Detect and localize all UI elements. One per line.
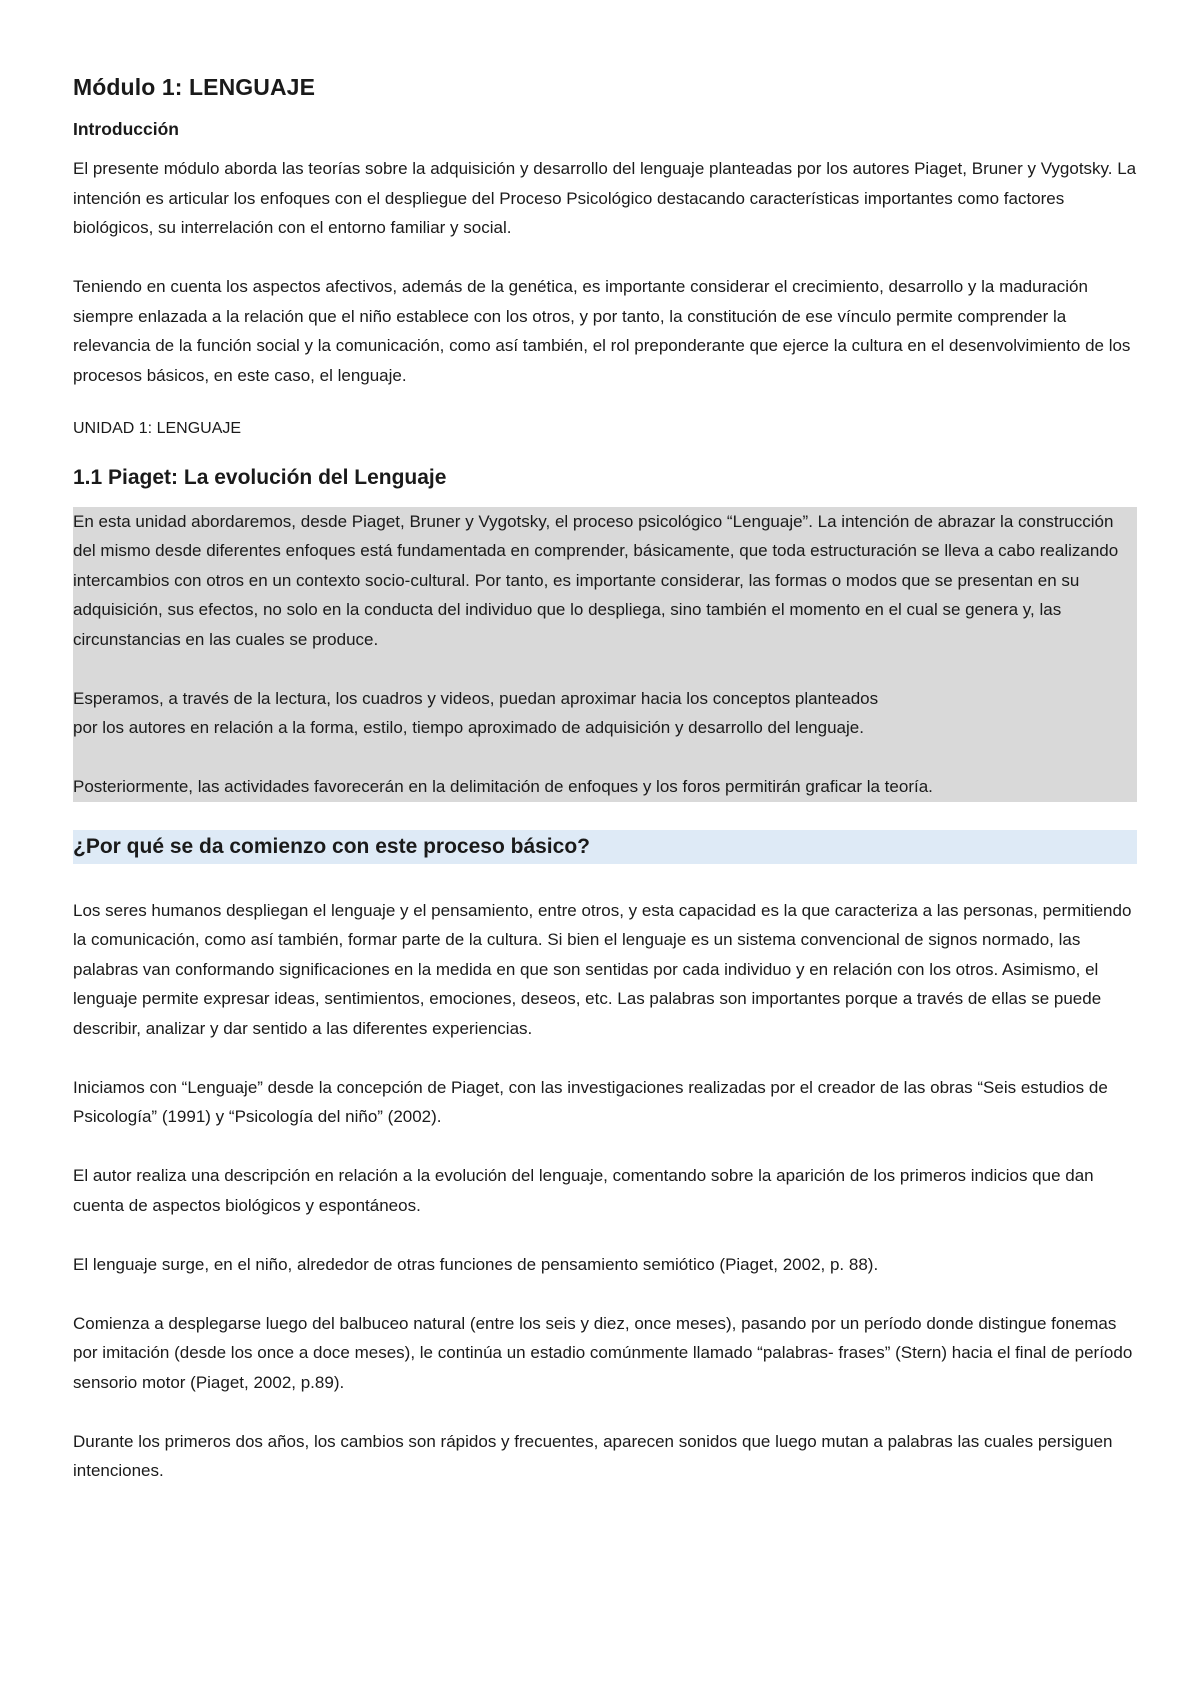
body-paragraph-2: Iniciamos con “Lenguaje” desde la concepción de Piaget, con las investigaciones realizadas por el creador de las obras “Seis estudios de Psicología” (1991) y “Psicología del niño” (2002). bbox=[73, 1077, 1108, 1126]
document-page bbox=[73, 74, 1137, 1515]
body-paragraph-6: Durante los primeros dos años, los cambios son rápidos y frecuentes, aparecen sonidos que luego mutan a palabras las cuales persiguen intenciones. bbox=[73, 1431, 1113, 1480]
section-heading: 1.1 Piaget: La evolución del Lenguaje bbox=[73, 465, 447, 489]
shaded-paragraph-2-line-2: por los autores en relación a la forma, estilo, tiempo aproximado de adquisición y desarrollo del lenguaje. bbox=[73, 718, 864, 737]
shaded-intro-box bbox=[73, 507, 1137, 802]
module-title: Módulo 1: LENGUAJE bbox=[73, 74, 316, 100]
body-paragraph-1: Los seres humanos despliegan el lenguaje y el pensamiento, entre otros, y esta capacidad es la que caracteriza a las personas, permitiendo la comunicación, como así también, formar parte de la cultura. Si bien el lenguaje es un sistema convencional de signos normado, las palabras van conformando significaciones en la medida en que son sentidas por cada individuo y en relación con los otros. Asimismo, el lenguaje permite expresar ideas, sentimientos, emociones, deseos, etc. Las palabras son importantes porque a través de ellas se puede describir, analizar y dar sentido a las diferentes experiencias. bbox=[73, 900, 1132, 1038]
body-paragraph-4: El lenguaje surge, en el niño, alrededor de otras funciones de pensamiento semiótico (Piaget, 2002, p. 88). bbox=[73, 1254, 879, 1274]
shaded-paragraph-2-line-1: Esperamos, a través de la lectura, los cuadros y videos, puedan aproximar hacia los conceptos planteados bbox=[73, 688, 879, 708]
shaded-paragraph-1: En esta unidad abordaremos, desde Piaget, Bruner y Vygotsky, el proceso psicológico “Lenguaje”. La intención de abrazar la construcción del mismo desde diferentes enfoques está fundamentada en comprender, básicamente, que toda estructuración se lleva a cabo realizando intercambios con otros en un contexto socio-cultural. Por tanto, es importante considerar, las formas o modos que se presentan en su adquisición, sus efectos, no solo en la conducta del individuo que lo despliega, sino también el momento en el cual se genera y, las circunstancias en las cuales se produce. bbox=[73, 511, 1119, 649]
shaded-paragraph-2 bbox=[73, 684, 1137, 743]
unit-label: UNIDAD 1: LENGUAJE bbox=[73, 419, 242, 437]
intro-paragraph-1: El presente módulo aborda las teorías sobre la adquisición y desarrollo del lenguaje planteadas por los autores Piaget, Bruner y Vygotsky. La intención es articular los enfoques con el despliegue del Proceso Psicológico destacando características importantes como factores biológicos, su interrelación con el entorno familiar y social. bbox=[73, 159, 1137, 237]
body-paragraph-5: Comienza a desplegarse luego del balbuceo natural (entre los seis y diez, once meses), pasando por un período donde distingue fonemas por imitación (desde los once a doce meses), le continúa un estadio comúnmente llamado “palabras- frases” (Stern) hacia el final de período sensorio motor (Piaget, 2002, p.89). bbox=[73, 1313, 1133, 1392]
body-paragraph-3: El autor realiza una descripción en relación a la evolución del lenguaje, comentando sobre la aparición de los primeros indicios que dan cuenta de aspectos biológicos y espontáneos. bbox=[73, 1166, 1094, 1215]
question-heading: ¿Por qué se da comienzo con este proceso básico? bbox=[73, 830, 1137, 864]
intro-heading: Introducción bbox=[73, 119, 179, 139]
intro-paragraph-2: Teniendo en cuenta los aspectos afectivos, además de la genética, es importante considerar el crecimiento, desarrollo y la maduración siempre enlazada a la relación que el niño establece con los otros, y por tanto, la constitución de ese vínculo permite comprender la relevancia de la función social y la comunicación, como así también, el rol preponderante que ejerce la cultura en el desenvolvimiento de los procesos básicos, en este caso, el lenguaje. bbox=[73, 277, 1131, 385]
shaded-paragraph-3: Posteriormente, las actividades favorecerán en la delimitación de enfoques y los foros permitirán graficar la teoría. bbox=[73, 777, 933, 796]
